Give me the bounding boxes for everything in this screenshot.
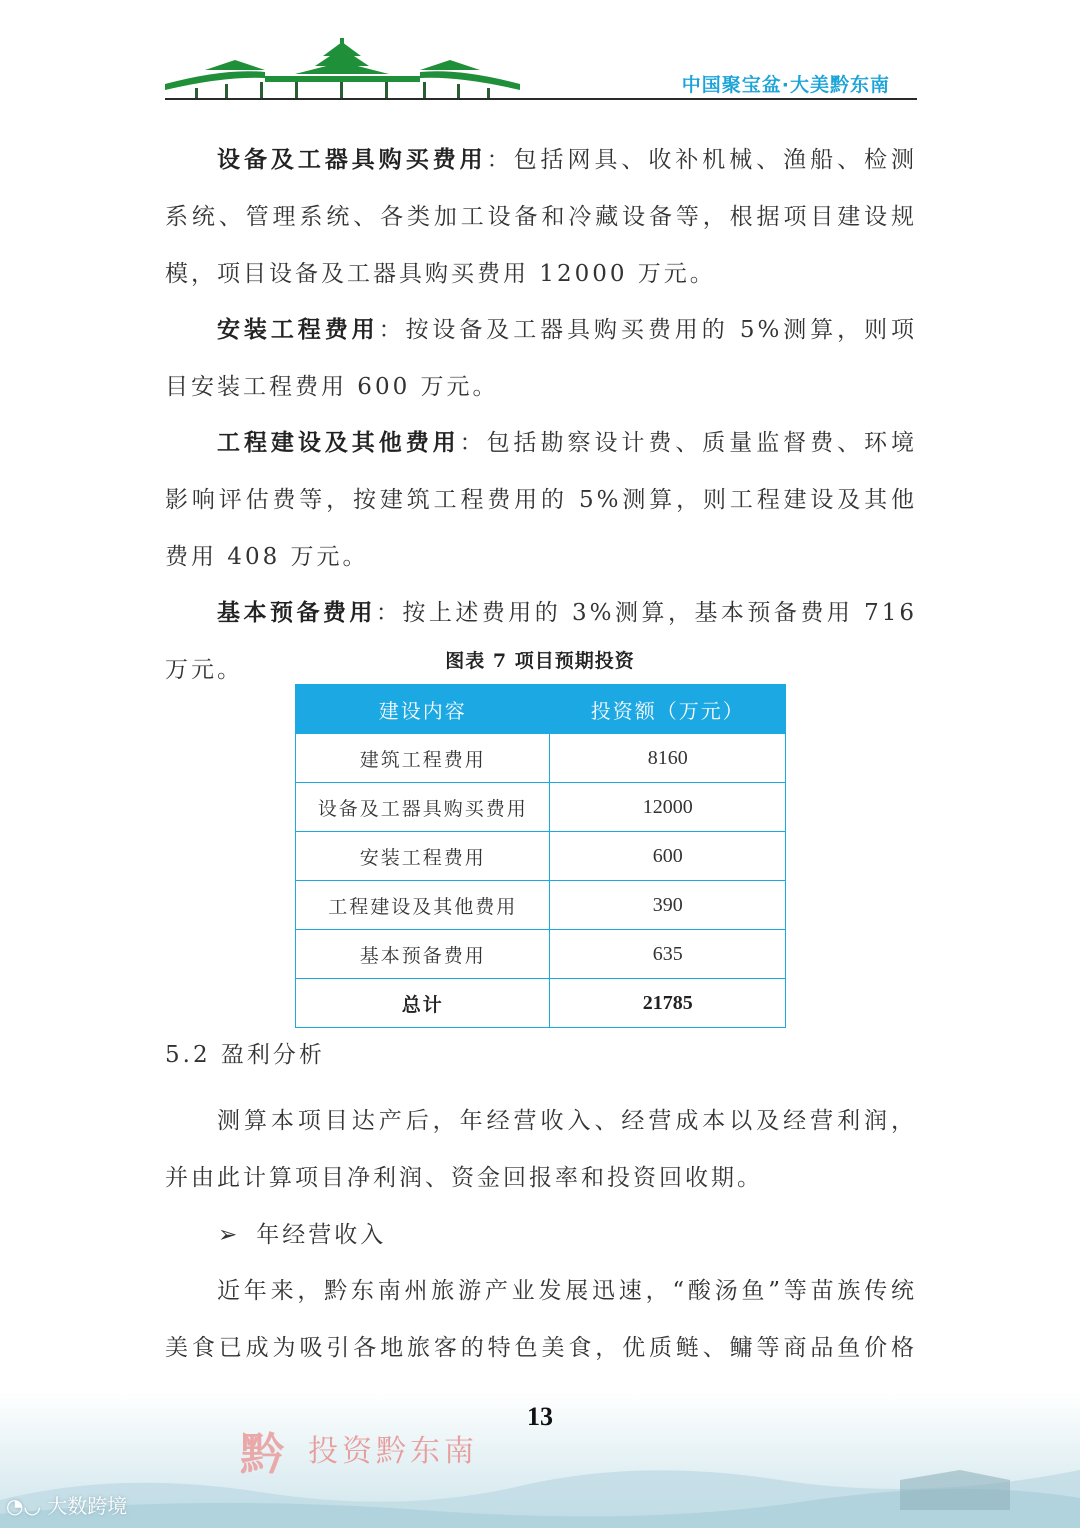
bullet-label: 年经营收入 (256, 1222, 387, 1248)
paragraph-other-cost (165, 414, 917, 586)
table-cell-item: 安装工程费用 (296, 832, 550, 881)
table-header-cell: 投资额（万元） (550, 685, 786, 734)
paragraph-text: ：按上述费用的 3%测算，基本预备费用 716 万元。 (165, 600, 918, 683)
table-total-label: 总计 (296, 979, 550, 1028)
table-cell-item: 建筑工程费用 (296, 734, 550, 783)
paragraph-equipment-cost (165, 131, 917, 303)
table-total-amount: 21785 (550, 979, 786, 1028)
paragraph-text: ：按设备及工器具购买费用的 5%测算，则项目安装工程费用 600 万元。 (165, 317, 917, 400)
paragraph-text: ：包括勘察设计费、质量监督费、环境影响评估费等，按建筑工程费用的 5%测算，则工程建设及其他费用 408 万元。 (165, 430, 918, 570)
header-divider (165, 98, 917, 100)
section-heading: 5.2 盈利分析 (165, 1042, 325, 1068)
footer-hills-illustration (0, 1440, 1080, 1528)
table-row (296, 734, 786, 783)
table-cell-item: 基本预备费用 (296, 930, 550, 979)
paragraph-revenue-body: 近年来，黔东南州旅游产业发展迅速，“酸汤鱼”等苗族传统美食已成为吸引各地旅客的特色美食，优质鲢、鳙等商品鱼价格 (165, 1278, 917, 1361)
table-cell-item: 设备及工器具购买费用 (296, 783, 550, 832)
table-cell-amount: 600 (550, 832, 786, 881)
paragraph-lead: 基本预备费用 (217, 599, 376, 626)
table-row (296, 881, 786, 930)
bullet-item (218, 1216, 386, 1249)
paragraph-installation-cost (165, 301, 917, 416)
paragraph-text: ：包括网具、收补机械、渔船、检测系统、管理系统、各类加工设备和冷藏设备等，根据项目建设规模，项目设备及工器具购买费用 12000 万元。 (165, 147, 918, 287)
header-title: 中国聚宝盆·大美黔东南 (681, 74, 890, 96)
logo-mark: 黔 (240, 1429, 284, 1480)
table-caption: 图表 7 项目预期投资 (445, 650, 635, 672)
watermark (6, 1490, 127, 1519)
table-row (296, 832, 786, 881)
logo-text: 投资黔东南 (308, 1434, 478, 1469)
table-cell-amount: 390 (550, 881, 786, 930)
paragraph-reserve-cost (165, 584, 917, 699)
page-number: 13 (527, 1402, 553, 1431)
table-row (296, 930, 786, 979)
table-cell-amount: 8160 (550, 734, 786, 783)
paragraph-lead: 安装工程费用 (217, 316, 379, 343)
investment-table (295, 684, 786, 1028)
watermark-text: 大数跨境 (47, 1494, 128, 1518)
paragraph-section-intro: 测算本项目达产后，年经营收入、经营成本以及经营利润，并由此计算项目净利润、资金回报率和投资回收期。 (165, 1108, 917, 1191)
table-cell-amount: 12000 (550, 783, 786, 832)
table-total-row (296, 979, 786, 1028)
paragraph-lead: 工程建设及其他费用 (217, 429, 460, 456)
table-header-row (296, 685, 786, 734)
arrow-bullet-icon: ➢ (218, 1222, 241, 1248)
table-header-cell: 建设内容 (296, 685, 550, 734)
table-cell-amount: 635 (550, 930, 786, 979)
table-row (296, 783, 786, 832)
watermark-icon: ◔◡ (6, 1494, 48, 1518)
paragraph-lead: 设备及工器具购买费用 (217, 146, 487, 173)
header-pavilion-illustration (165, 38, 520, 100)
table-cell-item: 工程建设及其他费用 (296, 881, 550, 930)
